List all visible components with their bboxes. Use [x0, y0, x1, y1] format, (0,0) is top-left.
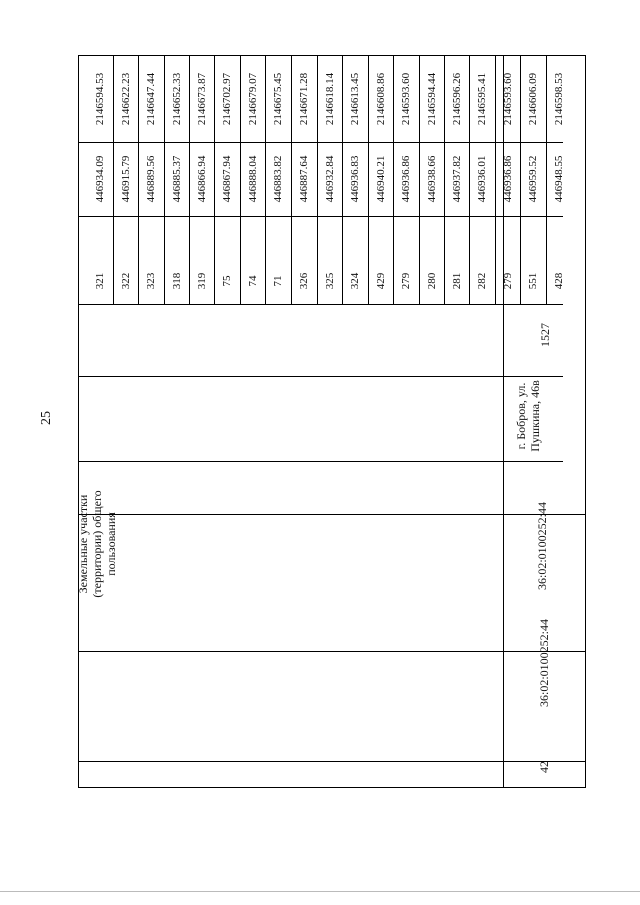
point-x: 446866.94	[195, 155, 208, 203]
point-x: 446936.86	[400, 155, 412, 203]
row-number: 42	[537, 761, 551, 773]
coordinates-table	[78, 55, 586, 788]
category-cell: Земельные участки (территории) общего пользования	[76, 490, 118, 598]
point-row-divider	[317, 56, 318, 304]
point-id: 279	[501, 272, 514, 290]
point-y: 2146593.60	[501, 72, 514, 126]
point-row-divider	[291, 56, 292, 304]
point-row-divider	[368, 56, 369, 304]
address-cell: г. Бобров, ул. Пушкина, 46в	[514, 380, 542, 452]
divider-id-area	[79, 304, 563, 305]
point-row-divider	[419, 56, 420, 304]
point-id: 281	[451, 272, 463, 290]
point-y: 2146595.41	[476, 72, 488, 126]
point-y: 2146622.23	[119, 72, 132, 126]
point-id: 279	[400, 272, 412, 290]
point-row-divider	[138, 56, 139, 304]
point-x: 446888.04	[246, 155, 259, 203]
point-id: 324	[349, 272, 361, 290]
point-id: 280	[425, 272, 438, 290]
point-y: 2146598.53	[552, 72, 565, 126]
point-y: 2146596.26	[451, 72, 463, 126]
point-y: 2146613.45	[349, 72, 361, 126]
point-x: 446959.52	[527, 155, 539, 203]
point-id: 321	[93, 272, 106, 290]
point-y: 2146679.07	[246, 72, 259, 126]
point-row-divider	[214, 56, 215, 304]
point-x: 446883.82	[272, 155, 284, 203]
point-row-divider	[520, 56, 521, 304]
point-y: 2146675.45	[272, 72, 284, 126]
point-id: 325	[323, 272, 336, 290]
point-y: 2146618.14	[323, 72, 336, 126]
point-id: 319	[195, 272, 208, 290]
divider-address-category	[79, 461, 563, 462]
divider-x-id	[79, 216, 563, 217]
point-y: 2146702.97	[221, 72, 233, 126]
point-id: 322	[119, 272, 132, 290]
point-x: 446938.66	[425, 155, 438, 203]
page-number: 25	[39, 411, 54, 425]
point-id: 75	[221, 275, 233, 287]
point-x: 446940.21	[374, 155, 387, 203]
point-y: 2146593.60	[400, 72, 412, 126]
point-y: 2146652.33	[170, 72, 183, 126]
point-row-divider	[444, 56, 445, 304]
point-id: 71	[272, 275, 284, 287]
point-id: 326	[298, 272, 310, 290]
point-y: 2146647.44	[145, 72, 157, 126]
point-row-divider	[240, 56, 241, 304]
cadastral-number-2: 36:02:0100252:44	[535, 502, 549, 591]
point-y: 2146673.87	[195, 72, 208, 126]
point-row-divider	[113, 56, 114, 304]
point-id: 282	[476, 272, 488, 290]
point-row-divider	[469, 56, 470, 304]
point-id: 551	[527, 272, 539, 290]
bottom-scan-line	[0, 891, 640, 892]
point-x: 446932.84	[323, 155, 336, 203]
point-row-divider	[342, 56, 343, 304]
point-id: 323	[145, 272, 157, 290]
point-row-divider	[495, 56, 496, 304]
point-x: 446937.82	[451, 155, 463, 203]
point-y: 2146608.86	[374, 72, 387, 126]
area-cell: 1527	[538, 323, 552, 347]
point-id: 318	[170, 272, 183, 290]
point-x: 446936.86	[501, 155, 514, 203]
point-row-divider	[393, 56, 394, 304]
point-y: 2146606.09	[527, 72, 539, 126]
point-x: 446948.55	[552, 155, 565, 203]
point-x: 446885.37	[170, 155, 183, 203]
divider-area-address	[79, 376, 563, 377]
point-id: 74	[246, 275, 259, 287]
point-row-divider	[189, 56, 190, 304]
divider-y-x	[79, 142, 563, 143]
point-id: 429	[374, 272, 387, 290]
point-x: 446889.56	[145, 155, 157, 203]
point-x: 446915.79	[119, 155, 132, 203]
point-id: 428	[552, 272, 565, 290]
point-row-divider	[546, 56, 547, 304]
point-x: 446887.64	[298, 155, 310, 203]
point-y: 2146594.44	[425, 72, 438, 126]
point-x: 446936.01	[476, 155, 488, 203]
point-x: 446934.09	[93, 155, 106, 203]
point-row-divider	[164, 56, 165, 304]
point-y: 2146594.53	[93, 72, 106, 126]
point-y: 2146671.28	[298, 72, 310, 126]
point-x: 446936.83	[349, 155, 361, 203]
point-x: 446867.94	[221, 155, 233, 203]
cadastral-number-1: 36:02:0100252:44	[537, 619, 551, 708]
point-row-divider	[265, 56, 266, 304]
